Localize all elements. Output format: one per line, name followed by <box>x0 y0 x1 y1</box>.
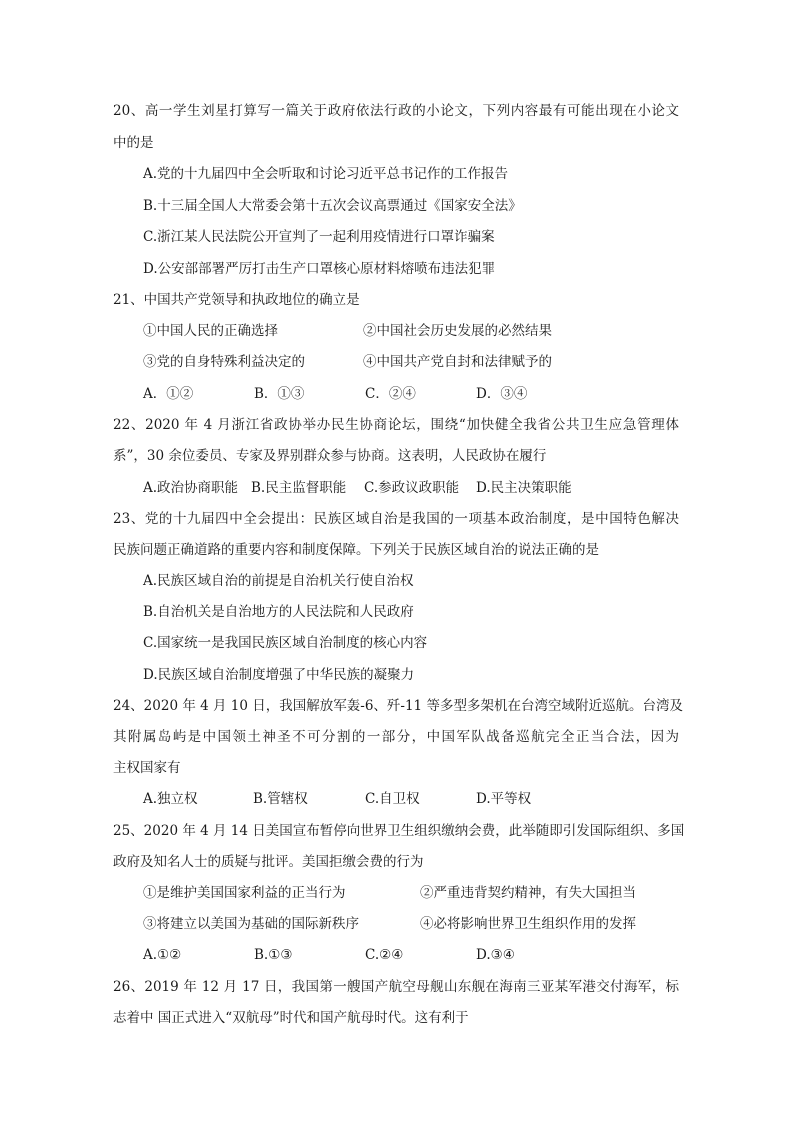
q26-stem-line2: 志着中 国正式进入“双航母”时代和国产航母时代。这有利于 <box>113 1010 469 1026</box>
q25-choice-b: B.①③ <box>254 947 293 963</box>
q20-option-c: C.浙江某人民法院公开宣判了一起利用疫情进行口罩诈骗案 <box>143 229 495 245</box>
q21-choice-b: B．①③ <box>254 386 305 402</box>
q22-stem-line1: 22、2020 年 4 月浙江省政协举办民生协商论坛，围绕“加快健全我省公共卫生应急管理体 <box>113 417 679 433</box>
q21-choice-a: A．①② <box>143 386 194 402</box>
q22-choice-a: A.政治协商职能 <box>143 480 239 496</box>
q21-items-row2 <box>143 352 703 372</box>
q20-option-a: A.党的十九届四中全会听取和讨论习近平总书记作的工作报告 <box>143 166 509 182</box>
q25-item-1: ①是维护美国国家利益的正当行为 <box>143 885 346 901</box>
q23-option-a: A.民族区域自治的前提是自治机关行使自治权 <box>143 573 414 589</box>
q21-stem: 21、中国共产党领导和执政地位的确立是 <box>113 292 360 308</box>
q24-choices <box>143 789 703 809</box>
q25-items-row2 <box>143 914 703 934</box>
q21-item-1: ①中国人民的正确选择 <box>143 323 278 339</box>
q26-stem-line1: 26、2019 年 12 月 17 日，我国第一艘国产航空母舰山东舰在海南三亚某军港交付海军，标 <box>113 979 679 995</box>
q20-option-d: D.公安部部署严厉打击生产口罩核心原材料熔喷布违法犯罪 <box>143 261 496 277</box>
q23-option-b: B.自治机关是自治地方的人民法院和人民政府 <box>143 604 414 620</box>
q21-choice-d: D．③④ <box>476 386 528 402</box>
q23-option-d: D.民族区域自治制度增强了中华民族的凝聚力 <box>143 667 415 683</box>
q21-item-2: ②中国社会历史发展的必然结果 <box>363 323 552 339</box>
q21-item-4: ④中国共产党自封和法律赋予的 <box>363 354 552 370</box>
q25-item-4: ④必将影响世界卫生组织作用的发挥 <box>420 916 636 932</box>
q22-choice-d: D.民主决策职能 <box>476 480 572 496</box>
q25-items-row1 <box>143 883 703 903</box>
q25-choice-c: C.②④ <box>365 947 404 963</box>
q25-item-2: ②严重违背契约精神，有失大国担当 <box>420 885 636 901</box>
q21-items-row1 <box>143 321 703 341</box>
q25-choices <box>143 945 703 965</box>
q22-choice-b: B.民主监督职能 <box>251 480 347 496</box>
q20-stem-line2: 中的是 <box>113 135 154 151</box>
q24-choice-d: D.平等权 <box>476 791 532 807</box>
q24-choice-b: B.管辖权 <box>253 791 308 807</box>
q21-choice-c: C．②④ <box>365 386 416 402</box>
q24-stem-line3: 主权国家有 <box>113 760 181 776</box>
q23-stem-line1: 23、党的十九届四中全会提出：民族区域自治是我国的一项基本政治制度，是中国特色解决 <box>113 511 679 527</box>
q22-stem-line2: 系”，30 余位委员、专家及界别群众参与协商。这表明，人民政协在履行 <box>113 448 547 464</box>
q25-stem-line1: 25、2020 年 4 月 14 日美国宣布暂停向世界卫生组织缴纳会费，此举随即引发国际组织、多国 <box>113 823 685 839</box>
q25-item-3: ③将建立以美国为基础的国际新秩序 <box>143 916 359 932</box>
q21-item-3: ③党的自身特殊利益决定的 <box>143 354 305 370</box>
q25-choice-a: A.①② <box>143 947 182 963</box>
q23-option-c: C.国家统一是我国民族区域自治制度的核心内容 <box>143 635 428 651</box>
q22-choice-c: C.参政议政职能 <box>364 480 460 496</box>
q24-choice-a: A.独立权 <box>143 791 198 807</box>
q22-choices <box>143 478 703 498</box>
q24-stem-line1: 24、2020 年 4 月 10 日，我国解放军轰-6、歼-11 等多型多架机在台湾空域附近巡航。台湾及 <box>113 698 683 714</box>
q25-choice-d: D.③④ <box>476 947 515 963</box>
q24-stem-line2: 其附属岛屿是中国领土神圣不可分割的一部分，中国军队战备巡航完全正当合法，因为 <box>113 729 679 745</box>
q23-stem-line2: 民族问题正确道路的重要内容和制度保障。下列关于民族区域自治的说法正确的是 <box>113 542 599 558</box>
q20-stem-line1: 20、高一学生刘星打算写一篇关于政府依法行政的小论文，下列内容最有可能出现在小论文 <box>113 103 679 119</box>
q25-stem-line2: 政府及知名人士的质疑与批评。美国拒缴会费的行为 <box>113 854 424 870</box>
q21-choices <box>143 384 703 404</box>
q24-choice-c: C.自卫权 <box>365 791 420 807</box>
q20-option-b: B.十三届全国人大常委会第十五次会议高票通过《国家安全法》 <box>143 198 522 214</box>
